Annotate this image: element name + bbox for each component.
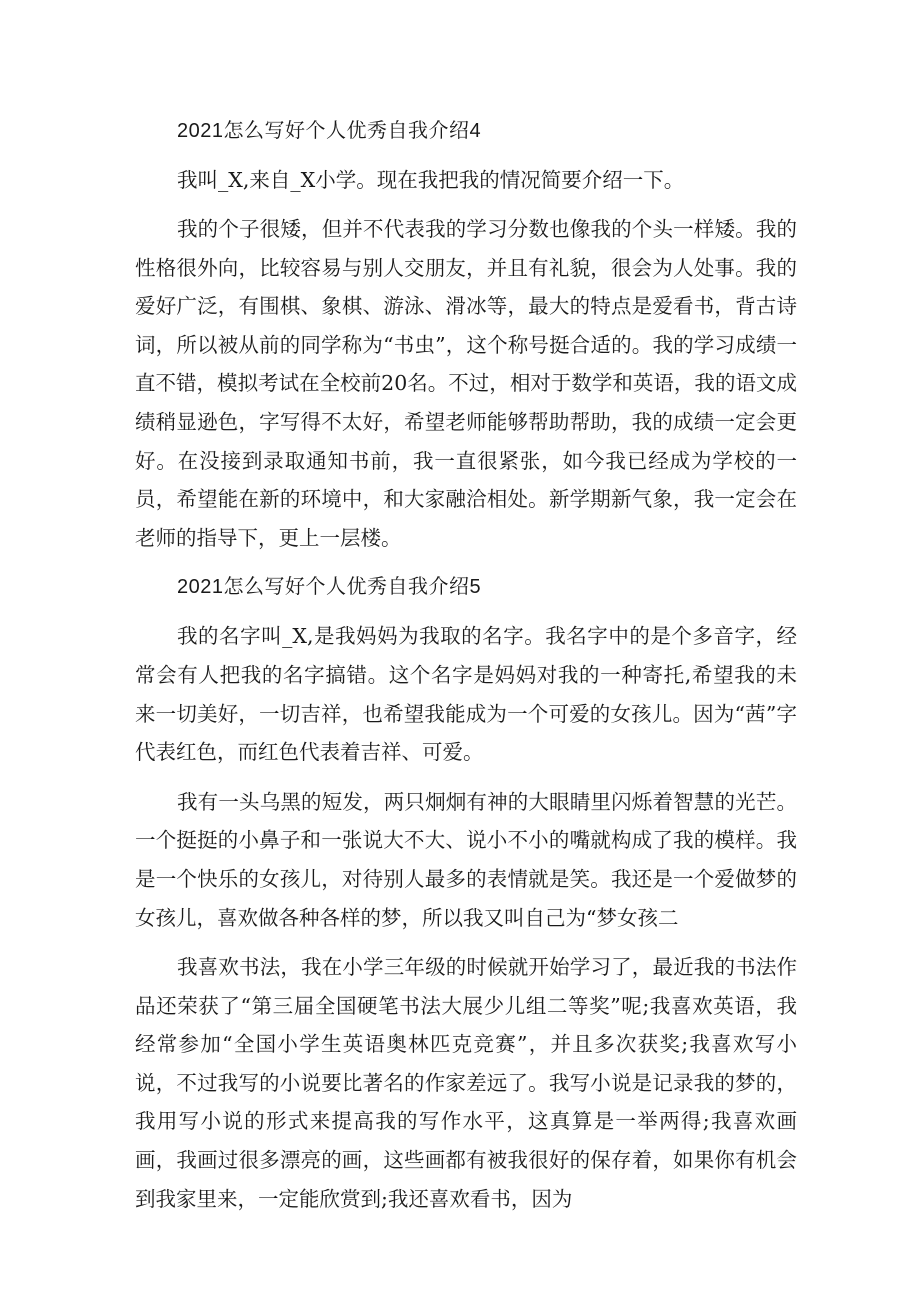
section-heading-5: 2021怎么写好个人优秀自我介绍5 (177, 576, 482, 599)
paragraph-hobbies: 我喜欢书法，我在小学三年级的时候就开始学习了，最近我的书法作品还荣获了“第三届全国硬笔书法大展少儿组二等奖”呢;我喜欢英语，我经常参加“全国小学生英语奥林匹克竞赛”，并且多次获奖;我喜欢写小说，不过我写的小说要比著名的作家差远了。我写小说是记录我的梦的，我用写小说的形式来提高我的写作水平，这真算是一举两得;我喜欢画画，我画过很多漂亮的画，这些画都有被我很好的保存着，如果你有机会到我家里来，一定能欣赏到;我还喜欢看书，因为 (135, 955, 797, 1211)
document-body (135, 112, 797, 1229)
paragraph-self-description: 我的个子很矮，但并不代表我的学习分数也像我的个头一样矮。我的性格很外向，比较容易与别人交朋友，并且有礼貌，很会为人处事。我的爱好广泛，有围棋、象棋、游泳、滑冰等，最大的特点是爱看书，背古诗词，所以被从前的同学称为“书虫”，这个称号挺合适的。我的学习成绩一直不错，模拟考试在全校前20名。不过，相对于数学和英语，我的语文成绩稍显逊色，字写得不太好，希望老师能够帮助帮助，我的成绩一定会更好。在没接到录取通知书前，我一直很紧张，如今我已经成为学校的一员，希望能在新的环境中，和大家融洽相处。新学期新气象，我一定会在老师的指导下，更上一层楼。 (135, 217, 797, 550)
section-heading-4: 2021怎么写好个人优秀自我介绍4 (177, 120, 482, 142)
intro-line: 我叫_X,来自_X小学。现在我把我的情况简要介绍一下。 (177, 168, 685, 192)
paragraph-name-origin: 我的名字叫_X,是我妈妈为我取的名字。我名字中的是个多音字，经常会有人把我的名字搞错。这个名字是妈妈对我的一种寄托,希望我的未来一切美好，一切吉祥，也希望我能成为一个可爱的女孩儿。因为“茜”字代表红色，而红色代表着吉祥、可爱。 (135, 624, 797, 765)
paragraph-appearance: 我有一头乌黑的短发，两只炯炯有神的大眼睛里闪烁着智慧的光芒。一个挺挺的小鼻子和一张说大不大、说小不小的嘴就构成了我的模样。我是一个快乐的女孩儿，对待别人最多的表情就是笑。我还是一个爱做梦的女孩儿，喜欢做各种各样的梦，所以我又叫自己为“梦女孩二 (135, 789, 797, 930)
